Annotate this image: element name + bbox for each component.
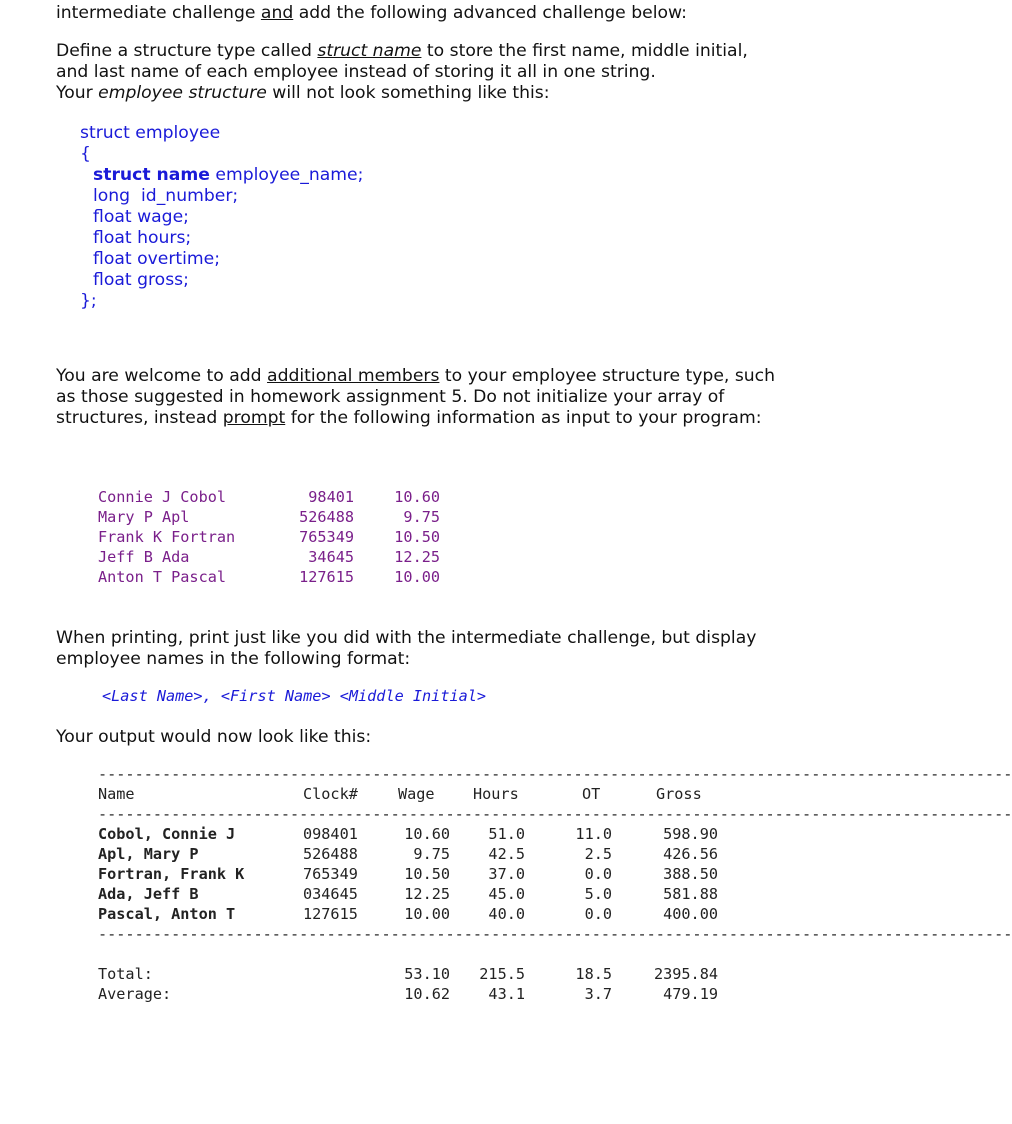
- input-wage: 10.00: [394, 568, 440, 586]
- name-format-line: <Last Name>, <First Name> <Middle Initial>: [102, 687, 487, 705]
- output-name: Fortran, Frank K: [98, 865, 245, 883]
- sample-output-block: [98, 764, 1012, 1004]
- welcome-paragraph: [56, 366, 776, 429]
- total-label: Total:: [98, 965, 153, 983]
- total-wage: 53.10: [404, 965, 450, 983]
- output-wage: 9.75: [413, 845, 450, 863]
- header-name: Name: [98, 785, 135, 803]
- dash-separator: ----------------------------------------------------------------------------------------------------: [98, 765, 1012, 783]
- output-gross: 426.56: [663, 845, 718, 863]
- input-name: Frank K Fortran: [98, 528, 236, 546]
- average-ot: 3.7: [584, 985, 612, 1003]
- input-name: Connie J Cobol: [98, 488, 227, 506]
- intro-and: and: [260, 3, 294, 23]
- intro-text: intermediate challenge: [56, 3, 261, 23]
- define-text-3: Your: [56, 83, 99, 103]
- input-row: [98, 507, 440, 527]
- output-gross: 388.50: [663, 865, 718, 883]
- input-clock: 98401: [308, 488, 354, 506]
- input-wage: 10.60: [394, 488, 440, 506]
- output-gross: 598.90: [663, 825, 718, 843]
- intro-line: [56, 3, 776, 24]
- output-ot: 0.0: [584, 905, 612, 923]
- output-intro: Your output would now look like this:: [56, 727, 372, 747]
- output-clock: 034645: [303, 885, 358, 903]
- code-keyword: struct name: [93, 165, 210, 185]
- input-name: Mary P Apl: [98, 508, 190, 526]
- define-text-4: will not look something like this:: [266, 83, 550, 103]
- welcome-text-2: to your employee structure type, such as those suggested in homework assignment 5. Do not initialize your array of structures, instead: [56, 366, 776, 428]
- header-wage: Wage: [398, 785, 435, 803]
- code-line: long id_number;: [93, 186, 239, 206]
- output-rows: [98, 824, 722, 924]
- output-hours: 37.0: [488, 865, 525, 883]
- code-line: float hours;: [93, 228, 192, 248]
- output-ot: 11.0: [575, 825, 612, 843]
- input-clock: 34645: [308, 548, 354, 566]
- intro-text-rest: add the following advanced challenge below:: [293, 3, 687, 23]
- output-ot: 0.0: [584, 865, 612, 883]
- output-name: Cobol, Connie J: [98, 825, 236, 843]
- output-wage: 12.25: [404, 885, 450, 903]
- code-member: employee_name;: [209, 165, 364, 185]
- input-clock: 127615: [299, 568, 354, 586]
- output-hours: 45.0: [488, 885, 525, 903]
- code-line: struct employee: [80, 123, 221, 143]
- welcome-text-3: for the following information as input to your program:: [285, 408, 762, 428]
- header-ot: OT: [582, 785, 601, 803]
- define-paragraph: [56, 41, 776, 104]
- input-data-table: [98, 487, 440, 587]
- input-wage: 12.25: [394, 548, 440, 566]
- total-gross: 2395.84: [653, 965, 718, 983]
- prompt-term: prompt: [222, 408, 286, 428]
- code-line: float gross;: [93, 270, 189, 290]
- input-row: [98, 487, 440, 507]
- define-text-2: to store the first name, middle initial, and last name of each employee instead of storing it all in one string.: [56, 41, 748, 82]
- output-clock: 098401: [303, 825, 358, 843]
- output-row: [98, 904, 722, 924]
- input-wage: 9.75: [403, 508, 440, 526]
- code-line: };: [80, 291, 97, 311]
- input-clock: 526488: [299, 508, 354, 526]
- output-hours: 40.0: [488, 905, 525, 923]
- total-row: [98, 964, 722, 984]
- struct-code-block: [80, 123, 363, 312]
- header-hours: Hours: [473, 785, 519, 803]
- struct-name-term: struct name: [317, 41, 422, 61]
- average-label: Average:: [98, 985, 172, 1003]
- output-gross: 400.00: [663, 905, 718, 923]
- code-line: float overtime;: [93, 249, 221, 269]
- total-hours: 215.5: [479, 965, 525, 983]
- employee-structure-term: employee structure: [98, 83, 267, 103]
- output-header-row: [98, 784, 722, 804]
- output-name: Ada, Jeff B: [98, 885, 199, 903]
- output-ot: 5.0: [584, 885, 612, 903]
- average-row: [98, 984, 722, 1004]
- input-name: Anton T Pascal: [98, 568, 227, 586]
- dash-separator: ----------------------------------------------------------------------------------------------------: [98, 805, 1012, 823]
- code-line: [80, 165, 363, 186]
- input-row: [98, 527, 440, 547]
- header-gross: Gross: [656, 785, 702, 803]
- input-clock: 765349: [299, 528, 354, 546]
- input-name: Jeff B Ada: [98, 548, 190, 566]
- define-text: Define a structure type called: [56, 41, 318, 61]
- additional-members-term: additional members: [267, 366, 440, 386]
- blank-row: [98, 944, 722, 964]
- average-hours: 43.1: [488, 985, 525, 1003]
- output-wage: 10.60: [404, 825, 450, 843]
- input-row: [98, 547, 440, 567]
- average-wage: 10.62: [404, 985, 450, 1003]
- output-row: [98, 884, 722, 904]
- total-ot: 18.5: [575, 965, 612, 983]
- code-line: float wage;: [93, 207, 189, 227]
- dash-separator: ----------------------------------------------------------------------------------------------------: [98, 925, 1012, 943]
- output-wage: 10.00: [404, 905, 450, 923]
- output-ot: 2.5: [584, 845, 612, 863]
- welcome-text: You are welcome to add: [56, 366, 268, 386]
- output-hours: 51.0: [488, 825, 525, 843]
- output-row: [98, 864, 722, 884]
- input-row: [98, 567, 440, 587]
- output-clock: 127615: [303, 905, 358, 923]
- average-gross: 479.19: [663, 985, 718, 1003]
- output-clock: 526488: [303, 845, 358, 863]
- output-hours: 42.5: [488, 845, 525, 863]
- output-name: Apl, Mary P: [98, 845, 199, 863]
- output-wage: 10.50: [404, 865, 450, 883]
- printing-paragraph: When printing, print just like you did with the intermediate challenge, but display employee names in the following format:: [56, 628, 757, 669]
- output-row: [98, 844, 722, 864]
- output-clock: 765349: [303, 865, 358, 883]
- input-wage: 10.50: [394, 528, 440, 546]
- output-name: Pascal, Anton T: [98, 905, 236, 923]
- header-clock: Clock#: [303, 785, 358, 803]
- output-row: [98, 824, 722, 844]
- output-gross: 581.88: [663, 885, 718, 903]
- code-line: {: [80, 144, 91, 164]
